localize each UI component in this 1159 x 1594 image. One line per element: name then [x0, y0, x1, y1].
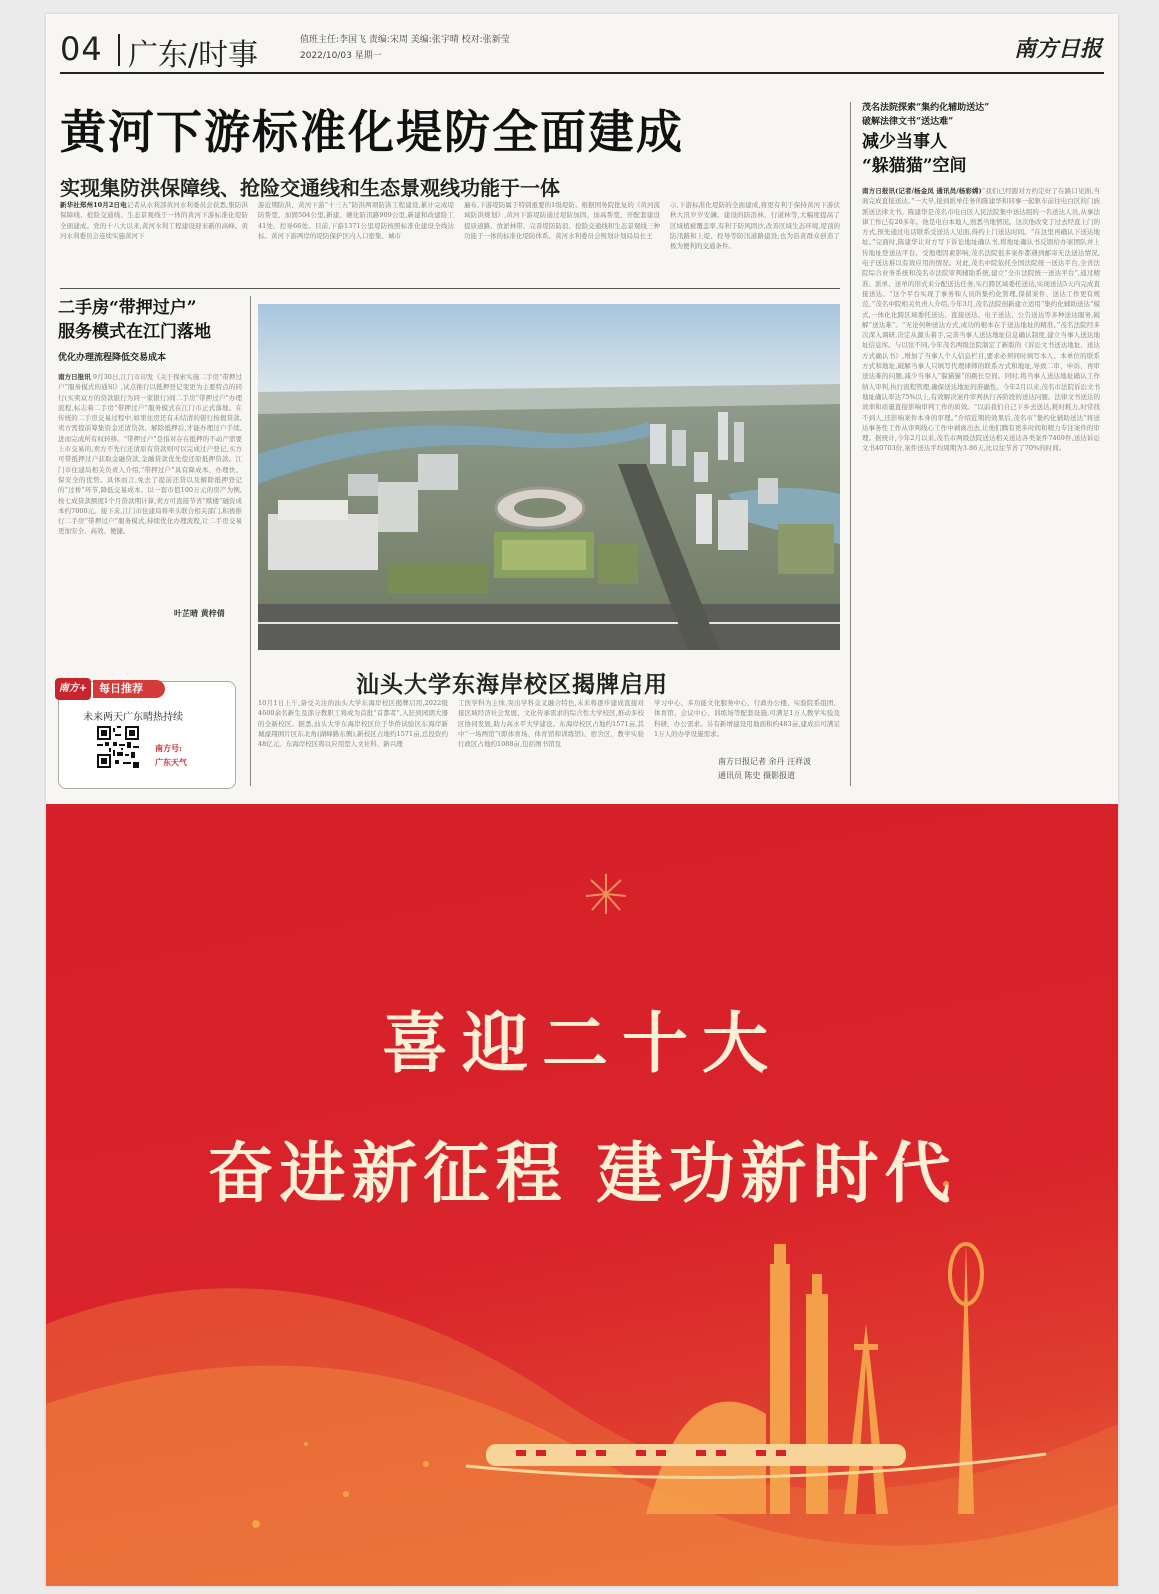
lead-body-col2: 游近期防洪、黄河下游“十三五”防洪两项防洪工程建设,累计完成堤防帮宽、加固504公里,新建、硬化防汛路909公里,新建和改建险工41处、控导66处。目前,下游1371公里堤防按照标准化建设全线达标。黄河下游两岸的堤防保护区内人口密集、城市: [258, 201, 454, 240]
lead-body-col1: [60, 200, 248, 274]
left-story-byline: 叶芷晴 黄梓倩: [174, 608, 225, 618]
qr-code-icon[interactable]: [97, 726, 139, 768]
masthead: [60, 26, 1104, 74]
right-story-title-1: 减少当事人: [862, 132, 947, 152]
paper-name: 南方日报: [1013, 36, 1102, 62]
photo-story-byline-2: 通讯员 陈史 摄影报道: [718, 771, 796, 780]
weather-recommend-text: 未来两天广东晴热持续: [83, 712, 183, 723]
campus-aerial-photo: [258, 304, 840, 650]
lead-body-col3: 遍布,下游堤防属于特别重要的1级堤防。根据国务院批复的《黄河流域防洪规划》,黄河下游堤防通过堤防加固、加高帮宽、开配套建设提质道路、放淤林带、完善堤防防浪、抢险交通线和生态景观线三种功能于一体的标准化堤防体系。黄河水利委员会规划计划局局长王: [464, 201, 660, 240]
celebration-banner: [46, 804, 1118, 1586]
photo-story-col3: 学习中心、多功能文化服务中心、行政办公楼、实验院系组团、体育馆、会议中心、训练场等配套设施,可满足1万人教学实验及科研、办公需求。另有新增建设用地面积约483亩,建成后可满足1万人的办学设施需求。: [654, 699, 840, 738]
banner-slogan-line1: 喜迎二十大: [382, 1004, 782, 1082]
left-story-subtitle: 优化办理流程降低交易成本: [58, 353, 167, 363]
column-rule-left: [250, 296, 251, 786]
right-story-kicker-1: 茂名法院探索“集约化辅助送达”: [862, 103, 990, 113]
left-story-title-2: 服务模式在江门落地: [58, 322, 211, 342]
column-rule-right: [850, 102, 851, 786]
nanfang-plus-logo: 南方+: [55, 678, 91, 700]
issue-date: 2022/10/03 星期一: [300, 51, 382, 61]
photo-story-col1: 10月1日上午,备受关注的汕头大学东海岸校区揭牌启用,2022级4600余名新生及部分教职工将成为首批“首都者”,入驻到园朗大器的全新校区。据悉,汕头大学东海岸校区位于华侨试验区东海岸新城濠翔围片区东北角(湖峰路东侧),新校区占地约1571亩,总投资约48亿元。东海岸校区将以应用型人文社科、新兴理: [258, 699, 448, 749]
photo-story-col2: 工医学科为主体,突出学科交叉融合特色,未来将逐步建成直接对接区域经济社会发展、文化传承需求的综合性大学校区,推动多校区协同发展,助力高水平大学建设。东海岸校区占地约1571亩,其中“一场两馆”(即体育场、体育馆和训练馆)、宿舍区、教学实验行政区占地约1088亩,包括图书馆及: [458, 699, 644, 749]
photo-story-byline-1: 南方日报记者 余丹 汪祥波: [718, 757, 812, 766]
promo-account-label: 南方号:: [155, 743, 182, 753]
lead-subheadline: 实现集防洪保障线、抢险交通线和生态景观线功能于一体: [60, 176, 560, 200]
lead-body-col4: 示,下游标准化堤防的全面建成,将更有利于保持黄河下游伏秋大汛岁岁安澜。建设的防浪林、行道林等,大幅度提高了区域植被覆盖率,有利于防风固沙,改善区域生态环境,堤顶的防汛路和上堤、控导等防汛道路建设,也为沿黄群众创造了极为便利的交通条件。: [670, 201, 840, 251]
lead-bottom-rule: [60, 288, 840, 289]
daily-recommend-box[interactable]: [58, 681, 236, 789]
right-story-body: [862, 186, 1100, 786]
lead-dateline: 新华社郑州10月2日电: [60, 201, 127, 209]
left-story-title-1: 二手房“带押过户”: [58, 298, 197, 318]
daily-recommend-tag: 每日推荐: [93, 680, 165, 698]
lead-body-text-1: 记者从水利部黄河水利委员会获悉,集防洪保障线、抢险交通线、生态景观线于一体的黄河下游标准化堤防全面建成。党的十八大以来,黄河水利工程建设迎来新的高峰。黄河水利委员会连续实施黄河下: [60, 201, 248, 240]
section-title: 广东/时事: [128, 38, 259, 73]
photo-caption: 汕头大学东海岸校区揭牌启用: [356, 671, 668, 698]
banner-slogan-line2: 奋进新征程 建功新时代: [207, 1134, 957, 1212]
left-story-body-text: 9月30日,江门市印发《关于探索实施二手房“带押过户”服务模式的通知》,试点推行以抵押登记变更为主要特点的同行(买卖双方的贷款银行为同一家银行)间二手房“带押过户”办理流程,标志着二手房“带押过户”服务模式在江门市正式落地。在传统的二手房交易过程中,如果住房还有未结清的银行按揭贷款,卖方需提前筹集资金还清贷款、解除抵押后,才能办理过户手续,进而完成所有权转移。“带押过户”是指对存在抵押的不动产需要上市交易的,卖方不先行还清原有贷款则可以完成过户登记,买方可带抵押过户获取金融贷款,金融贷款优先偿还原抵押贷款。江门市住建局相关负责人介绍,“带押过户”具有降成本、办理快、保安全的优势。具体而言,免去了提前还贷以及解除抵押登记的“过桥”环节,降低交易成本。以一套市值100万元的房产为例,按七成贷款额度1个月贷款期计算,卖方可直接节省“赎楼”融资成本约7000元。接下来,江门市住建局将牵头联合相关部门,积极推行二手房“带押过户”服务模式,持续优化办理流程,让二手房交易更加安全、高效、便捷。: [58, 373, 242, 536]
right-story-body-text: “我们已经跟对方约定好了在路口见面,当面完成直接送达。”一大早,接到派单任务的陈建华和同事一起驱车前往电白区的门族派送法律文书。陈建华是茂名市电白区人民法院集中送达组的一名送达人员,从事法律工作已有20多年。他是电白本地人,熟悉当地情况。这次他改变了过去经直上门的方式,预先通过电话联系受送达人见面,得约上门送达时间。“在这里再确认下送达地址。”完面时,陈建华让对方写下诉讼地址确认书,将地址确认书反馈给办案团队并上传地址登送达平台。受地理因素影响,茂名法院很多案件都遇到邮寄无法送达情况,电子送达难以有效应用的情况。对此,茂名中院依托全国法院统一送达平台,全省法院综合业务系统和茂名市法院审判辅助系统,建立“全市法院统一送达平台”,通过精准、派单、送单的形式来分配送达任务,实行跨区域委托送达,实现送达5天内完成直接送达。“这个平台实现了事务和人员的集约化管理,保留案件、送达工作更有规范。”茂名中院相关负责人介绍,今年3月,茂名法院创新建立适用“集约化辅助送达”模式,一体化化跨区域委托送达、直接送达、电子送达、公告送达等多种送达服务,破解“送达难”。“无论何种送达方式,成功的根本在于送达地址的精准。”茂名法院经多次深入调研,决定从源头着手,完善当事人送达地址信息确认制度,建立当事人送达地址信息库。与以往不同,今年茂名两级法院制定了新版的《诉讼文书送达地址、送达方式确认书》,增加了当事人个人信息栏目,要求必须同时填写本人、本单位的联系方式和地址,破解当事人只填写代理律师的联系方式和地址,导致二审、申诉、再审送达难的问题,减少当事人“躲猫猫”的跳长空间。同时,将当事人送达地址确认工作纳入审判,执行流程管理,确保送达地址的准确性。今年2月以来,茂名市法院诉讼文书地址确认率达75%以上,有效解决案件审判执行各阶段的送达问题。法律文书送达的效率和质量直接影响审判工作的质效。“以前我们自己下乡去送达,耗时耗力,时常找不到人,还影响案件本身的审理。”介绍近期的效果后,茂名市“集约化辅助送达”将送达事务性工作从审判线心工作中剥离出去,让他们腾有更多时间和精力专注案件的审理。据统计,今年2月以来,茂名市两级法院送达相关送达各类案件7469件,送达诉讼文书40703份,案件送达平均周期为3.86天,比以往节省了70%的时间。: [862, 187, 1100, 453]
editor-credits: 值班主任:李国飞 责编:宋周 美编:张宇晴 校对:张新莹: [300, 35, 510, 45]
masthead-divider: [118, 34, 120, 66]
right-story-kicker-2: 破解法律文书“送达难”: [862, 117, 954, 127]
newspaper-page: [46, 14, 1118, 1586]
promo-account-name: 广东天气: [155, 757, 187, 767]
left-story-dateline: 南方日报讯: [58, 373, 91, 381]
left-story-body: [58, 372, 242, 604]
lead-headline: 黄河下游标准化堤防全面建成: [60, 105, 684, 159]
right-story-title-2: “躲猫猫”空间: [862, 156, 967, 176]
right-story-dateline: 南方日报讯(记者/杨金凤 通讯员/杨彩嫦): [862, 187, 982, 195]
page-number: 04: [60, 30, 103, 68]
